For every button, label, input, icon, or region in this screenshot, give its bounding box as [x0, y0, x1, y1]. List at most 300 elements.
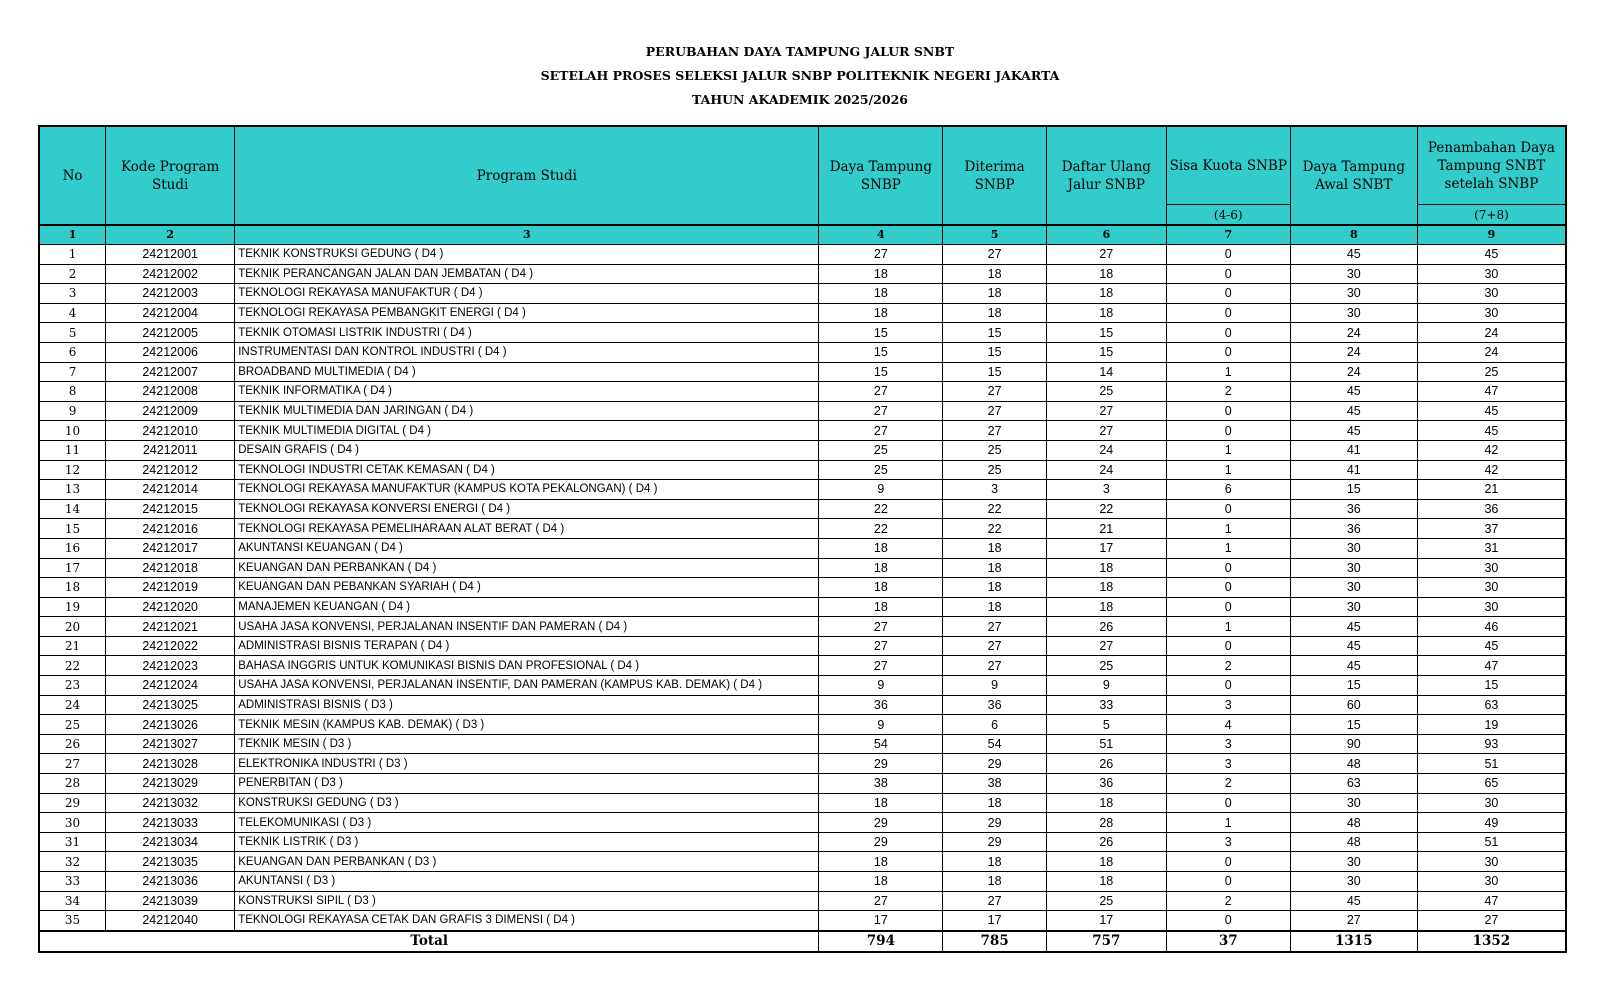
cell-program-studi: TEKNOLOGI INDUSTRI CETAK KEMASAN ( D4 ) [235, 460, 819, 480]
cell-daftar-ulang: 3 [1046, 480, 1166, 500]
cell-no: 30 [39, 813, 106, 833]
cell-daftar-ulang: 9 [1046, 676, 1166, 696]
total-daftar-ulang: 757 [1046, 931, 1166, 952]
cell-daya-tampung-awal: 24 [1290, 323, 1417, 343]
cell-daya-tampung-awal: 15 [1290, 715, 1417, 735]
cell-sisa-kuota: 6 [1166, 480, 1290, 500]
cell-diterima: 27 [943, 382, 1047, 402]
cell-daya-tampung-awal: 60 [1290, 695, 1417, 715]
cell-diterima: 27 [943, 245, 1047, 265]
cell-daya-tampung-snbp: 18 [819, 284, 943, 304]
cell-program-studi: PENERBITAN ( D3 ) [235, 774, 819, 794]
cell-kode: 24212005 [106, 323, 235, 343]
table-row [39, 421, 1566, 441]
cell-no: 23 [39, 676, 106, 696]
cell-program-studi: TEKNIK MESIN ( D3 ) [235, 734, 819, 754]
cell-daftar-ulang: 18 [1046, 578, 1166, 598]
cell-program-studi: ELEKTRONIKA INDUSTRI ( D3 ) [235, 754, 819, 774]
table-row [39, 676, 1566, 696]
table-row [39, 362, 1566, 382]
cell-daya-tampung-snbp: 9 [819, 715, 943, 735]
cell-daftar-ulang: 18 [1046, 872, 1166, 892]
cell-daya-tampung-snbp: 18 [819, 597, 943, 617]
cell-kode: 24212011 [106, 440, 235, 460]
cell-sisa-kuota: 1 [1166, 519, 1290, 539]
cell-daya-tampung-snbp: 36 [819, 695, 943, 715]
cell-sisa-kuota: 4 [1166, 715, 1290, 735]
cell-diterima: 18 [943, 284, 1047, 304]
cell-program-studi: USAHA JASA KONVENSI, PERJALANAN INSENTIF DAN PAMERAN ( D4 ) [235, 617, 819, 637]
cell-daya-tampung-awal: 30 [1290, 578, 1417, 598]
cell-no: 25 [39, 715, 106, 735]
cell-program-studi: TEKNIK MESIN (KAMPUS KAB. DEMAK) ( D3 ) [235, 715, 819, 735]
cell-daya-tampung-awal: 30 [1290, 597, 1417, 617]
cell-diterima: 18 [943, 852, 1047, 872]
cell-daftar-ulang: 18 [1046, 284, 1166, 304]
cell-penambahan: 46 [1417, 617, 1566, 637]
header-kode-program-studi: Kode Program Studi [106, 126, 235, 225]
cell-daya-tampung-snbp: 29 [819, 813, 943, 833]
cell-no: 24 [39, 695, 106, 715]
cell-penambahan: 30 [1417, 264, 1566, 284]
cell-daftar-ulang: 28 [1046, 813, 1166, 833]
header-no: No [39, 126, 106, 225]
cell-no: 3 [39, 284, 106, 304]
cell-penambahan: 42 [1417, 460, 1566, 480]
cell-sisa-kuota: 3 [1166, 734, 1290, 754]
cell-daya-tampung-snbp: 27 [819, 617, 943, 637]
cell-daftar-ulang: 18 [1046, 264, 1166, 284]
cell-daya-tampung-snbp: 17 [819, 911, 943, 931]
cell-kode: 24212007 [106, 362, 235, 382]
cell-program-studi: KONSTRUKSI SIPIL ( D3 ) [235, 891, 819, 911]
table-row [39, 480, 1566, 500]
cell-kode: 24212016 [106, 519, 235, 539]
cell-no: 11 [39, 440, 106, 460]
cell-program-studi: ADMINISTRASI BISNIS TERAPAN ( D4 ) [235, 636, 819, 656]
total-penambahan: 1352 [1417, 931, 1566, 952]
capacity-table [38, 125, 1567, 953]
cell-sisa-kuota: 0 [1166, 578, 1290, 598]
cell-diterima: 27 [943, 636, 1047, 656]
cell-penambahan: 47 [1417, 382, 1566, 402]
cell-sisa-kuota: 3 [1166, 754, 1290, 774]
cell-daya-tampung-awal: 36 [1290, 519, 1417, 539]
cell-daya-tampung-snbp: 27 [819, 421, 943, 441]
table-row [39, 303, 1566, 323]
cell-daya-tampung-snbp: 9 [819, 676, 943, 696]
cell-daya-tampung-snbp: 54 [819, 734, 943, 754]
cell-daya-tampung-snbp: 18 [819, 578, 943, 598]
cell-daftar-ulang: 17 [1046, 538, 1166, 558]
cell-daya-tampung-awal: 15 [1290, 676, 1417, 696]
cell-daya-tampung-snbp: 18 [819, 852, 943, 872]
table-row [39, 734, 1566, 754]
cell-diterima: 18 [943, 872, 1047, 892]
cell-daya-tampung-awal: 41 [1290, 460, 1417, 480]
cell-daftar-ulang: 14 [1046, 362, 1166, 382]
cell-penambahan: 19 [1417, 715, 1566, 735]
table-row [39, 793, 1566, 813]
cell-kode: 24213036 [106, 872, 235, 892]
cell-kode: 24212022 [106, 636, 235, 656]
cell-daya-tampung-awal: 48 [1290, 832, 1417, 852]
header-diterima-snbp: Diterima SNBP [943, 126, 1047, 225]
cell-daftar-ulang: 17 [1046, 911, 1166, 931]
cell-penambahan: 65 [1417, 774, 1566, 794]
cell-program-studi: TEKNIK KONSTRUKSI GEDUNG ( D4 ) [235, 245, 819, 265]
cell-program-studi: TELEKOMUNIKASI ( D3 ) [235, 813, 819, 833]
cell-sisa-kuota: 2 [1166, 891, 1290, 911]
table-row [39, 538, 1566, 558]
cell-daya-tampung-snbp: 18 [819, 872, 943, 892]
cell-no: 12 [39, 460, 106, 480]
column-index-row [39, 225, 1566, 245]
cell-no: 33 [39, 872, 106, 892]
table-row [39, 440, 1566, 460]
cell-diterima: 18 [943, 578, 1047, 598]
cell-diterima: 18 [943, 538, 1047, 558]
cell-kode: 24213034 [106, 832, 235, 852]
cell-diterima: 27 [943, 656, 1047, 676]
header-daftar-ulang: Daftar Ulang Jalur SNBP [1046, 126, 1166, 225]
cell-sisa-kuota: 2 [1166, 656, 1290, 676]
total-label: Total [39, 931, 819, 952]
table-row [39, 754, 1566, 774]
cell-no: 21 [39, 636, 106, 656]
cell-daftar-ulang: 25 [1046, 382, 1166, 402]
cell-no: 15 [39, 519, 106, 539]
cell-daya-tampung-awal: 30 [1290, 852, 1417, 872]
cell-penambahan: 45 [1417, 636, 1566, 656]
cell-daya-tampung-awal: 30 [1290, 538, 1417, 558]
table-row [39, 460, 1566, 480]
table-row [39, 695, 1566, 715]
cell-penambahan: 31 [1417, 538, 1566, 558]
cell-daya-tampung-snbp: 9 [819, 480, 943, 500]
cell-kode: 24213028 [106, 754, 235, 774]
cell-penambahan: 49 [1417, 813, 1566, 833]
cell-diterima: 9 [943, 676, 1047, 696]
table-row [39, 499, 1566, 519]
cell-no: 26 [39, 734, 106, 754]
cell-penambahan: 93 [1417, 734, 1566, 754]
cell-penambahan: 30 [1417, 578, 1566, 598]
cell-program-studi: KONSTRUKSI GEDUNG ( D3 ) [235, 793, 819, 813]
table-row [39, 852, 1566, 872]
column-index: 3 [235, 225, 819, 245]
cell-diterima: 27 [943, 421, 1047, 441]
cell-daya-tampung-snbp: 22 [819, 499, 943, 519]
cell-sisa-kuota: 2 [1166, 382, 1290, 402]
cell-sisa-kuota: 0 [1166, 499, 1290, 519]
cell-no: 1 [39, 245, 106, 265]
cell-no: 9 [39, 401, 106, 421]
cell-no: 13 [39, 480, 106, 500]
cell-daya-tampung-snbp: 18 [819, 538, 943, 558]
cell-diterima: 18 [943, 597, 1047, 617]
cell-diterima: 27 [943, 401, 1047, 421]
cell-program-studi: TEKNIK LISTRIK ( D3 ) [235, 832, 819, 852]
cell-daya-tampung-snbp: 27 [819, 636, 943, 656]
cell-daya-tampung-awal: 48 [1290, 754, 1417, 774]
cell-sisa-kuota: 0 [1166, 911, 1290, 931]
cell-daya-tampung-snbp: 15 [819, 342, 943, 362]
table-row [39, 558, 1566, 578]
cell-daftar-ulang: 36 [1046, 774, 1166, 794]
table-row [39, 245, 1566, 265]
cell-daya-tampung-awal: 45 [1290, 421, 1417, 441]
cell-daya-tampung-awal: 48 [1290, 813, 1417, 833]
cell-program-studi: TEKNIK MULTIMEDIA DAN JARINGAN ( D4 ) [235, 401, 819, 421]
title-line-2: SETELAH PROSES SELEKSI JALUR SNBP POLITEKNIK NEGERI JAKARTA [540, 68, 1060, 83]
cell-daya-tampung-awal: 30 [1290, 793, 1417, 813]
cell-diterima: 6 [943, 715, 1047, 735]
cell-program-studi: INSTRUMENTASI DAN KONTROL INDUSTRI ( D4 ) [235, 342, 819, 362]
cell-program-studi: BROADBAND MULTIMEDIA ( D4 ) [235, 362, 819, 382]
table-row [39, 519, 1566, 539]
cell-penambahan: 30 [1417, 793, 1566, 813]
cell-daya-tampung-snbp: 22 [819, 519, 943, 539]
cell-penambahan: 30 [1417, 284, 1566, 304]
cell-penambahan: 36 [1417, 499, 1566, 519]
cell-daya-tampung-awal: 90 [1290, 734, 1417, 754]
table-row [39, 774, 1566, 794]
cell-kode: 24213032 [106, 793, 235, 813]
table-row [39, 284, 1566, 304]
cell-kode: 24212024 [106, 676, 235, 696]
cell-kode: 24212004 [106, 303, 235, 323]
cell-kode: 24212021 [106, 617, 235, 637]
cell-kode: 24212018 [106, 558, 235, 578]
table-row [39, 323, 1566, 343]
cell-sisa-kuota: 1 [1166, 538, 1290, 558]
cell-program-studi: TEKNOLOGI REKAYASA MANUFAKTUR (KAMPUS KOTA PEKALONGAN) ( D4 ) [235, 480, 819, 500]
table-row [39, 911, 1566, 931]
cell-kode: 24212019 [106, 578, 235, 598]
table-row [39, 342, 1566, 362]
cell-program-studi: MANAJEMEN KEUANGAN ( D4 ) [235, 597, 819, 617]
cell-sisa-kuota: 2 [1166, 774, 1290, 794]
cell-penambahan: 21 [1417, 480, 1566, 500]
cell-penambahan: 15 [1417, 676, 1566, 696]
cell-program-studi: TEKNIK OTOMASI LISTRIK INDUSTRI ( D4 ) [235, 323, 819, 343]
cell-no: 29 [39, 793, 106, 813]
cell-program-studi: DESAIN GRAFIS ( D4 ) [235, 440, 819, 460]
cell-kode: 24212015 [106, 499, 235, 519]
cell-no: 16 [39, 538, 106, 558]
cell-diterima: 22 [943, 499, 1047, 519]
cell-daya-tampung-awal: 30 [1290, 558, 1417, 578]
cell-no: 14 [39, 499, 106, 519]
table-row [39, 617, 1566, 637]
cell-daftar-ulang: 24 [1046, 460, 1166, 480]
cell-daftar-ulang: 26 [1046, 617, 1166, 637]
cell-diterima: 29 [943, 754, 1047, 774]
column-index: 7 [1166, 225, 1290, 245]
table-body [39, 245, 1566, 931]
cell-no: 19 [39, 597, 106, 617]
cell-sisa-kuota: 3 [1166, 832, 1290, 852]
cell-no: 8 [39, 382, 106, 402]
cell-sisa-kuota: 0 [1166, 597, 1290, 617]
header-sisa-kuota-formula: (4-6) [1166, 205, 1290, 226]
cell-diterima: 18 [943, 793, 1047, 813]
cell-program-studi: TEKNOLOGI REKAYASA MANUFAKTUR ( D4 ) [235, 284, 819, 304]
cell-no: 7 [39, 362, 106, 382]
cell-diterima: 15 [943, 362, 1047, 382]
cell-no: 32 [39, 852, 106, 872]
cell-program-studi: AKUNTANSI KEUANGAN ( D4 ) [235, 538, 819, 558]
total-daya-tampung-awal: 1315 [1290, 931, 1417, 952]
cell-diterima: 27 [943, 617, 1047, 637]
cell-sisa-kuota: 0 [1166, 636, 1290, 656]
cell-daya-tampung-snbp: 25 [819, 460, 943, 480]
cell-sisa-kuota: 0 [1166, 421, 1290, 441]
cell-kode: 24213026 [106, 715, 235, 735]
cell-daya-tampung-snbp: 25 [819, 440, 943, 460]
cell-penambahan: 63 [1417, 695, 1566, 715]
cell-daya-tampung-awal: 45 [1290, 617, 1417, 637]
cell-diterima: 18 [943, 303, 1047, 323]
cell-daya-tampung-snbp: 29 [819, 832, 943, 852]
header-penambahan-formula: (7+8) [1417, 205, 1566, 226]
cell-penambahan: 47 [1417, 656, 1566, 676]
cell-penambahan: 24 [1417, 342, 1566, 362]
cell-daftar-ulang: 5 [1046, 715, 1166, 735]
table-row [39, 401, 1566, 421]
cell-program-studi: TEKNIK INFORMATIKA ( D4 ) [235, 382, 819, 402]
cell-no: 2 [39, 264, 106, 284]
cell-kode: 24212010 [106, 421, 235, 441]
cell-kode: 24212017 [106, 538, 235, 558]
column-index: 9 [1417, 225, 1566, 245]
cell-daya-tampung-awal: 24 [1290, 342, 1417, 362]
cell-penambahan: 45 [1417, 401, 1566, 421]
cell-no: 17 [39, 558, 106, 578]
table-row [39, 656, 1566, 676]
cell-no: 4 [39, 303, 106, 323]
cell-penambahan: 30 [1417, 872, 1566, 892]
cell-no: 18 [39, 578, 106, 598]
column-index: 2 [106, 225, 235, 245]
header-sisa-kuota: Sisa Kuota SNBP [1166, 126, 1290, 205]
table-row [39, 813, 1566, 833]
cell-penambahan: 27 [1417, 911, 1566, 931]
cell-daftar-ulang: 22 [1046, 499, 1166, 519]
column-index: 4 [819, 225, 943, 245]
column-index: 8 [1290, 225, 1417, 245]
header-daya-tampung-awal-snbt: Daya Tampung Awal SNBT [1290, 126, 1417, 225]
cell-daftar-ulang: 27 [1046, 401, 1166, 421]
cell-daya-tampung-snbp: 18 [819, 793, 943, 813]
cell-penambahan: 30 [1417, 303, 1566, 323]
cell-penambahan: 47 [1417, 891, 1566, 911]
cell-kode: 24212040 [106, 911, 235, 931]
cell-daftar-ulang: 21 [1046, 519, 1166, 539]
cell-program-studi: TEKNIK PERANCANGAN JALAN DAN JEMBATAN ( D4 ) [235, 264, 819, 284]
cell-diterima: 54 [943, 734, 1047, 754]
cell-program-studi: ADMINISTRASI BISNIS ( D3 ) [235, 695, 819, 715]
cell-kode: 24213027 [106, 734, 235, 754]
table-row [39, 597, 1566, 617]
cell-program-studi: KEUANGAN DAN PERBANKAN ( D3 ) [235, 852, 819, 872]
cell-sisa-kuota: 1 [1166, 362, 1290, 382]
cell-no: 22 [39, 656, 106, 676]
cell-sisa-kuota: 1 [1166, 617, 1290, 637]
cell-kode: 24213029 [106, 774, 235, 794]
cell-diterima: 3 [943, 480, 1047, 500]
cell-no: 34 [39, 891, 106, 911]
cell-program-studi: TEKNIK MULTIMEDIA DIGITAL ( D4 ) [235, 421, 819, 441]
cell-daya-tampung-awal: 24 [1290, 362, 1417, 382]
title-line-3: TAHUN AKADEMIK 2025/2026 [692, 92, 908, 107]
cell-daya-tampung-snbp: 29 [819, 754, 943, 774]
cell-kode: 24212002 [106, 264, 235, 284]
cell-daya-tampung-snbp: 27 [819, 891, 943, 911]
cell-daya-tampung-awal: 30 [1290, 872, 1417, 892]
cell-penambahan: 45 [1417, 421, 1566, 441]
table-row [39, 382, 1566, 402]
cell-penambahan: 30 [1417, 558, 1566, 578]
cell-program-studi: KEUANGAN DAN PERBANKAN ( D4 ) [235, 558, 819, 578]
cell-daya-tampung-snbp: 15 [819, 323, 943, 343]
cell-daya-tampung-awal: 36 [1290, 499, 1417, 519]
cell-daftar-ulang: 25 [1046, 656, 1166, 676]
cell-daya-tampung-snbp: 27 [819, 401, 943, 421]
cell-sisa-kuota: 1 [1166, 813, 1290, 833]
cell-diterima: 36 [943, 695, 1047, 715]
table-row [39, 636, 1566, 656]
cell-no: 31 [39, 832, 106, 852]
column-index: 1 [39, 225, 106, 245]
cell-diterima: 17 [943, 911, 1047, 931]
cell-kode: 24212020 [106, 597, 235, 617]
cell-daftar-ulang: 25 [1046, 891, 1166, 911]
cell-kode: 24213039 [106, 891, 235, 911]
cell-kode: 24212009 [106, 401, 235, 421]
cell-no: 5 [39, 323, 106, 343]
cell-sisa-kuota: 0 [1166, 342, 1290, 362]
cell-sisa-kuota: 1 [1166, 440, 1290, 460]
cell-sisa-kuota: 1 [1166, 460, 1290, 480]
cell-daftar-ulang: 27 [1046, 421, 1166, 441]
cell-daya-tampung-awal: 63 [1290, 774, 1417, 794]
cell-daya-tampung-snbp: 18 [819, 558, 943, 578]
cell-program-studi: USAHA JASA KONVENSI, PERJALANAN INSENTIF, DAN PAMERAN (KAMPUS KAB. DEMAK) ( D4 ) [235, 676, 819, 696]
table-row [39, 832, 1566, 852]
cell-daya-tampung-awal: 30 [1290, 264, 1417, 284]
cell-daya-tampung-awal: 45 [1290, 891, 1417, 911]
cell-sisa-kuota: 0 [1166, 793, 1290, 813]
cell-daya-tampung-awal: 30 [1290, 284, 1417, 304]
total-daya-tampung-snbp: 794 [819, 931, 943, 952]
cell-kode: 24213033 [106, 813, 235, 833]
cell-daya-tampung-awal: 45 [1290, 245, 1417, 265]
table-row [39, 715, 1566, 735]
cell-program-studi: TEKNOLOGI REKAYASA CETAK DAN GRAFIS 3 DIMENSI ( D4 ) [235, 911, 819, 931]
cell-kode: 24213025 [106, 695, 235, 715]
cell-daftar-ulang: 33 [1046, 695, 1166, 715]
cell-diterima: 29 [943, 813, 1047, 833]
cell-diterima: 22 [943, 519, 1047, 539]
cell-sisa-kuota: 0 [1166, 872, 1290, 892]
cell-sisa-kuota: 0 [1166, 303, 1290, 323]
cell-no: 6 [39, 342, 106, 362]
cell-diterima: 15 [943, 342, 1047, 362]
cell-penambahan: 25 [1417, 362, 1566, 382]
cell-diterima: 18 [943, 264, 1047, 284]
